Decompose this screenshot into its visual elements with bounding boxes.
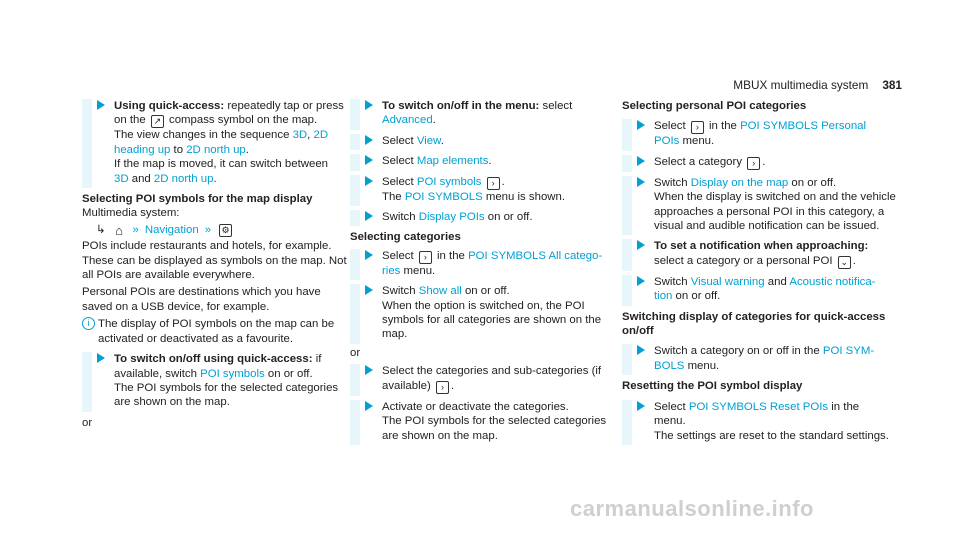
step-select-category: Select a category › . (622, 155, 898, 170)
step-select-view: Select View. (350, 134, 620, 148)
link-poi-symbols-personal[interactable]: POI SYMBOLS Personal (740, 120, 867, 133)
link-poi-symbols-reset-pois[interactable]: POI SYMBOLS Reset POIs (688, 400, 829, 413)
link-acoustic-notification-cont[interactable]: tion (654, 290, 673, 303)
info-icon: i (82, 317, 95, 330)
step-switch-show-all: Switch Show all on or off. When the option is switched on, the POI symbols for all categories are shown on the map. (350, 284, 620, 342)
step-arrow-icon (365, 211, 373, 221)
chevron-right-icon: › (691, 121, 704, 134)
step-title: Using quick-access: (114, 100, 225, 112)
link-show-all[interactable]: Show all (418, 285, 462, 298)
link-poi-symbols-all-categories[interactable]: POI SYMBOLS All catego- (468, 249, 603, 262)
chevron-right-icon: › (487, 177, 500, 190)
settings-gear-icon[interactable]: ⚙ (219, 224, 232, 237)
step-quick-access: Using quick-access: repeatedly tap or press on the ↗ compass symbol on the map. The view changes in the sequence 3D, 2D heading up to 2D north up. If the map is moved, it can switch between 3D and 2D north up. (82, 99, 354, 186)
page-number: 381 (882, 78, 902, 92)
link-map-elements[interactable]: Map elements (416, 155, 489, 168)
chevron-right-icon: › (419, 251, 432, 264)
step-select-personal: Select › in the POI SYMBOLS Personal POIs menu. (622, 119, 898, 148)
step-switch-warnings: Switch Visual warning and Acoustic notifica- tion on or off. (622, 275, 898, 304)
link-poi-symbols-quick[interactable]: POI SYM- (822, 345, 875, 358)
step-arrow-icon (365, 155, 373, 165)
link-poi-symbols-quick-cont[interactable]: BOLS (654, 359, 685, 372)
link-2d-north-up[interactable]: 2D north up (186, 143, 246, 156)
watermark: carmanualsonline.info (570, 496, 814, 521)
link-display-on-the-map[interactable]: Display on the map (690, 176, 789, 189)
personal-poi-description: Personal POIs are destinations which you have saved on a USB device, for example. (82, 286, 321, 313)
section-heading: Selecting personal POI categories (622, 100, 807, 112)
link-visual-warning[interactable]: Visual warning (690, 275, 765, 288)
step-switch-display-on-map: Switch Display on the map on or off. When the display is switched on and the vehicle approaches a personal POI in this category, a visual and audible notification can be issued. (622, 176, 898, 234)
step-set-notification: To set a notification when approaching: select a category or a personal POI ⌄ . (622, 239, 898, 268)
page-header (733, 78, 902, 92)
home-icon[interactable]: ⌂ (115, 222, 123, 238)
step-arrow-icon (637, 240, 645, 250)
step-arrow-icon (637, 276, 645, 286)
step-arrow-icon (365, 365, 373, 375)
step-reset-pois: Select POI SYMBOLS Reset POIs in the menu. The settings are reset to the standard settings. (622, 400, 898, 443)
link-navigation[interactable]: Navigation (144, 223, 199, 236)
step-activate-categories: Activate or deactivate the categories. The POI symbols for the selected categories are shown on the map. (350, 400, 620, 443)
manual-title: MBUX multimedia system (733, 78, 869, 92)
step-arrow-icon (365, 100, 373, 110)
system-label: Multimedia system: (82, 207, 180, 220)
step-arrow-icon (637, 177, 645, 187)
compass-icon: ↗ (151, 115, 164, 128)
step-arrow-icon (97, 100, 105, 110)
column-1 (82, 99, 354, 430)
link-view[interactable]: View (416, 134, 441, 147)
or-label: or (82, 416, 93, 429)
step-arrow-icon (365, 250, 373, 260)
poi-description: POIs include restaurants and hotels, for example. These can be displayed as symbols on the map. Not all POIs are available everywhere. (82, 240, 347, 282)
step-arrow-icon (637, 120, 645, 130)
chevron-right-icon: › (436, 381, 449, 394)
step-switch-quick-access-category: Switch a category on or off in the POI SYM- BOLS menu. (622, 344, 898, 373)
step-arrow-icon (97, 353, 105, 363)
chevron-right-icon: › (747, 157, 760, 170)
column-3 (622, 99, 898, 449)
link-display-pois[interactable]: Display POIs (418, 211, 485, 224)
step-arrow-icon (365, 176, 373, 186)
link-2d[interactable]: 2D (313, 129, 329, 142)
column-2 (350, 99, 620, 449)
step-switch-menu: To switch on/off in the menu: select Advanced. (350, 99, 620, 128)
step-arrow-icon (365, 285, 373, 295)
link-3d-2[interactable]: 3D (114, 172, 129, 185)
chevron-double-icon-2: » (204, 223, 212, 236)
step-select-map-elements: Select Map elements. (350, 154, 620, 168)
chevron-down-icon: ⌄ (838, 256, 851, 269)
step-select-categories: Select › in the POI SYMBOLS All catego- ries menu. (350, 249, 620, 278)
step-arrow-icon (637, 156, 645, 166)
step-arrow-icon (637, 345, 645, 355)
step-quick-access-toggle: To switch on/off using quick-access: if available, switch POI symbols on or off. The POI symbols for the selected categories are shown on the map. (82, 352, 354, 410)
link-poi-symbols-all-categories-cont[interactable]: ries (382, 264, 401, 277)
section-heading: Switching display of categories for quick-access on/off (622, 310, 886, 338)
link-poi-symbols-personal-cont[interactable]: POIs (654, 135, 680, 148)
enter-arrow-icon: ↳ (96, 223, 106, 236)
section-heading: Resetting the POI symbol display (622, 380, 803, 393)
link-poi-symbols[interactable]: POI symbols (200, 367, 265, 380)
link-advanced[interactable]: Advanced (382, 114, 433, 127)
link-heading-up[interactable]: heading up (114, 143, 171, 156)
step-arrow-icon (365, 135, 373, 145)
step-switch-display-pois: Switch Display POIs on or off. (350, 210, 620, 224)
step-arrow-icon (637, 401, 645, 411)
section-heading: Selecting categories (350, 231, 461, 244)
nav-path (82, 223, 354, 237)
step-select-poi-symbols: Select POI symbols › . The POI SYMBOLS menu is shown. (350, 175, 620, 204)
link-2d-north-up-2[interactable]: 2D north up (153, 172, 214, 185)
link-3d[interactable]: 3D (292, 129, 308, 142)
step-arrow-icon (365, 401, 373, 411)
step-select-subcategories: Select the categories and sub-categories (if available) › . (350, 364, 620, 393)
or-label: or (350, 346, 361, 359)
link-poi-symbols-menu[interactable]: POI symbols (416, 175, 482, 188)
link-poi-symbols-caps[interactable]: POI SYMBOLS (404, 190, 483, 203)
chevron-double-icon: » (132, 223, 139, 236)
info-note: i The display of POI symbols on the map can be activated or deactivated as a favourite. (82, 317, 354, 346)
section-heading: Selecting POI symbols for the map display (82, 193, 313, 206)
link-acoustic-notification[interactable]: Acoustic notifica- (789, 275, 876, 288)
